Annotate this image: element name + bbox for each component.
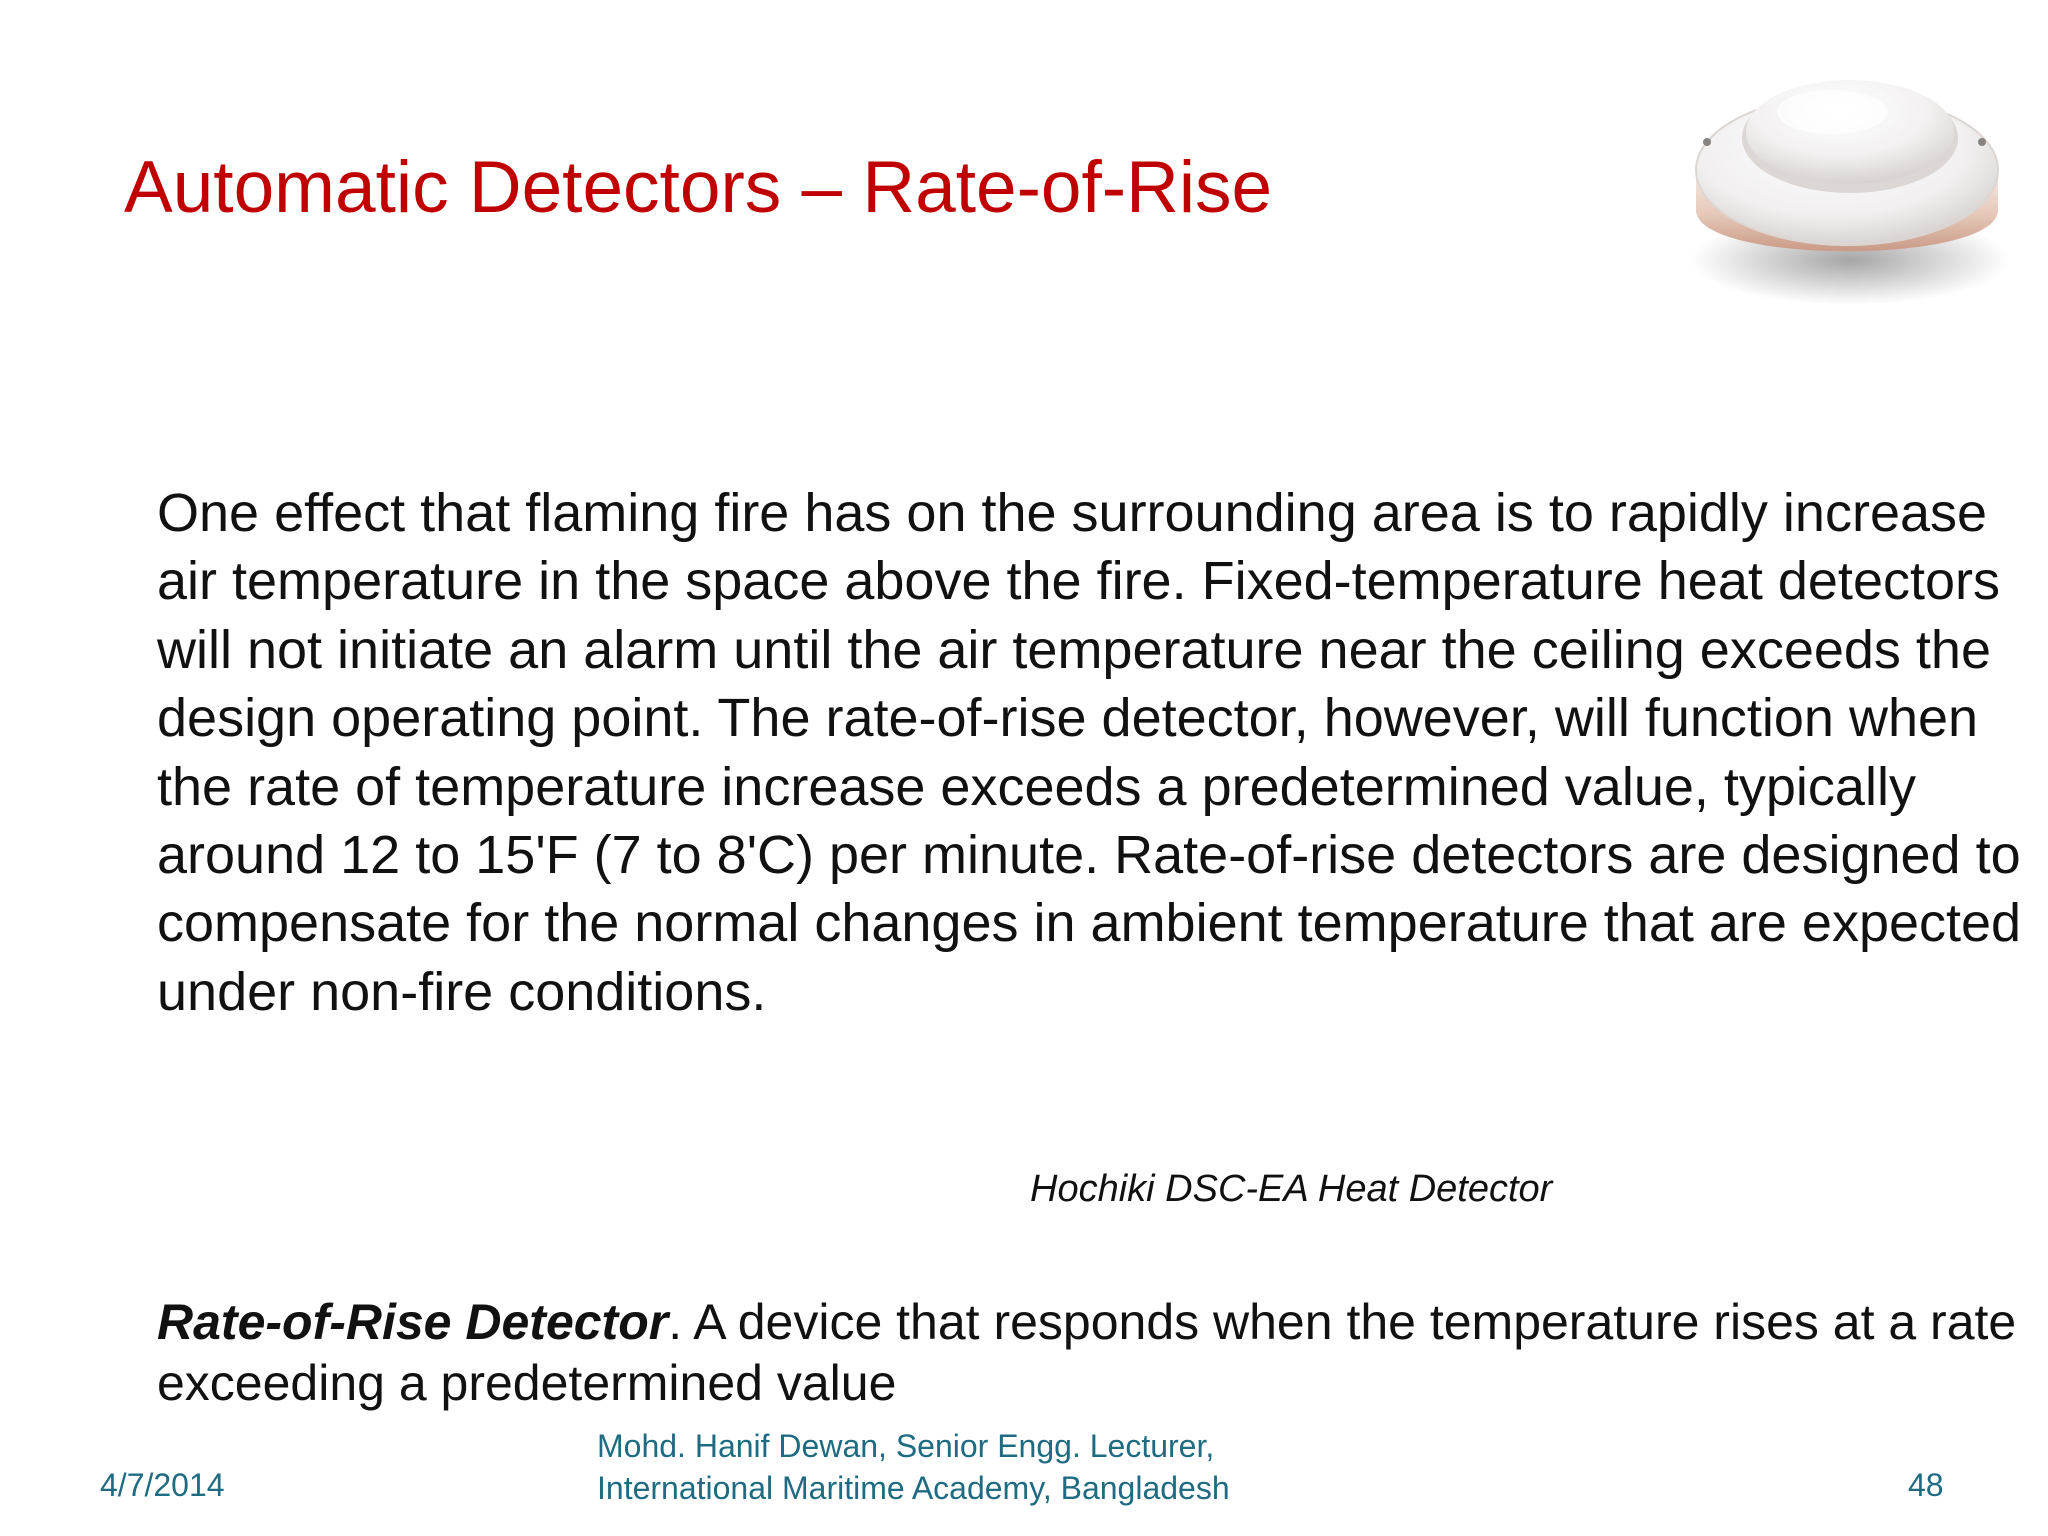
footer-author-line-2: International Maritime Academy, Bangladesh — [597, 1470, 1230, 1506]
footer-author — [597, 1425, 1230, 1509]
footer-page-number: 48 — [1908, 1467, 1944, 1503]
image-caption: Hochiki DSC-EA Heat Detector — [1030, 1168, 1553, 1210]
slide-title: Automatic Detectors – Rate-of-Rise — [124, 147, 1273, 228]
heat-detector-icon — [1682, 50, 2012, 310]
footer-author-line-1: Mohd. Hanif Dewan, Senior Engg. Lecturer, — [597, 1428, 1215, 1464]
definition-text: . A device that responds when the temperature rises at a rate exceeding a predetermined value — [157, 1294, 2017, 1411]
definition-paragraph — [157, 1292, 2027, 1414]
definition-term: Rate-of-Rise Detector — [157, 1294, 669, 1350]
body-paragraph: One effect that flaming fire has on the surrounding area is to rapidly increase air temperature in the space above the fire. Fixed-temperature heat detectors will not initiate an alarm until the air temperature near the ceiling exceeds the design operating point. The rate-of-rise detector, however, will function when the rate of temperature increase exceeds a predetermined value, typically around 12 to 15'F (7 to 8'C) per minute. Rate-of-rise detectors are designed to compensate for the normal changes in ambient temperature that are expected under non-fire conditions. — [157, 483, 2022, 1022]
footer-date: 4/7/2014 — [100, 1467, 225, 1503]
